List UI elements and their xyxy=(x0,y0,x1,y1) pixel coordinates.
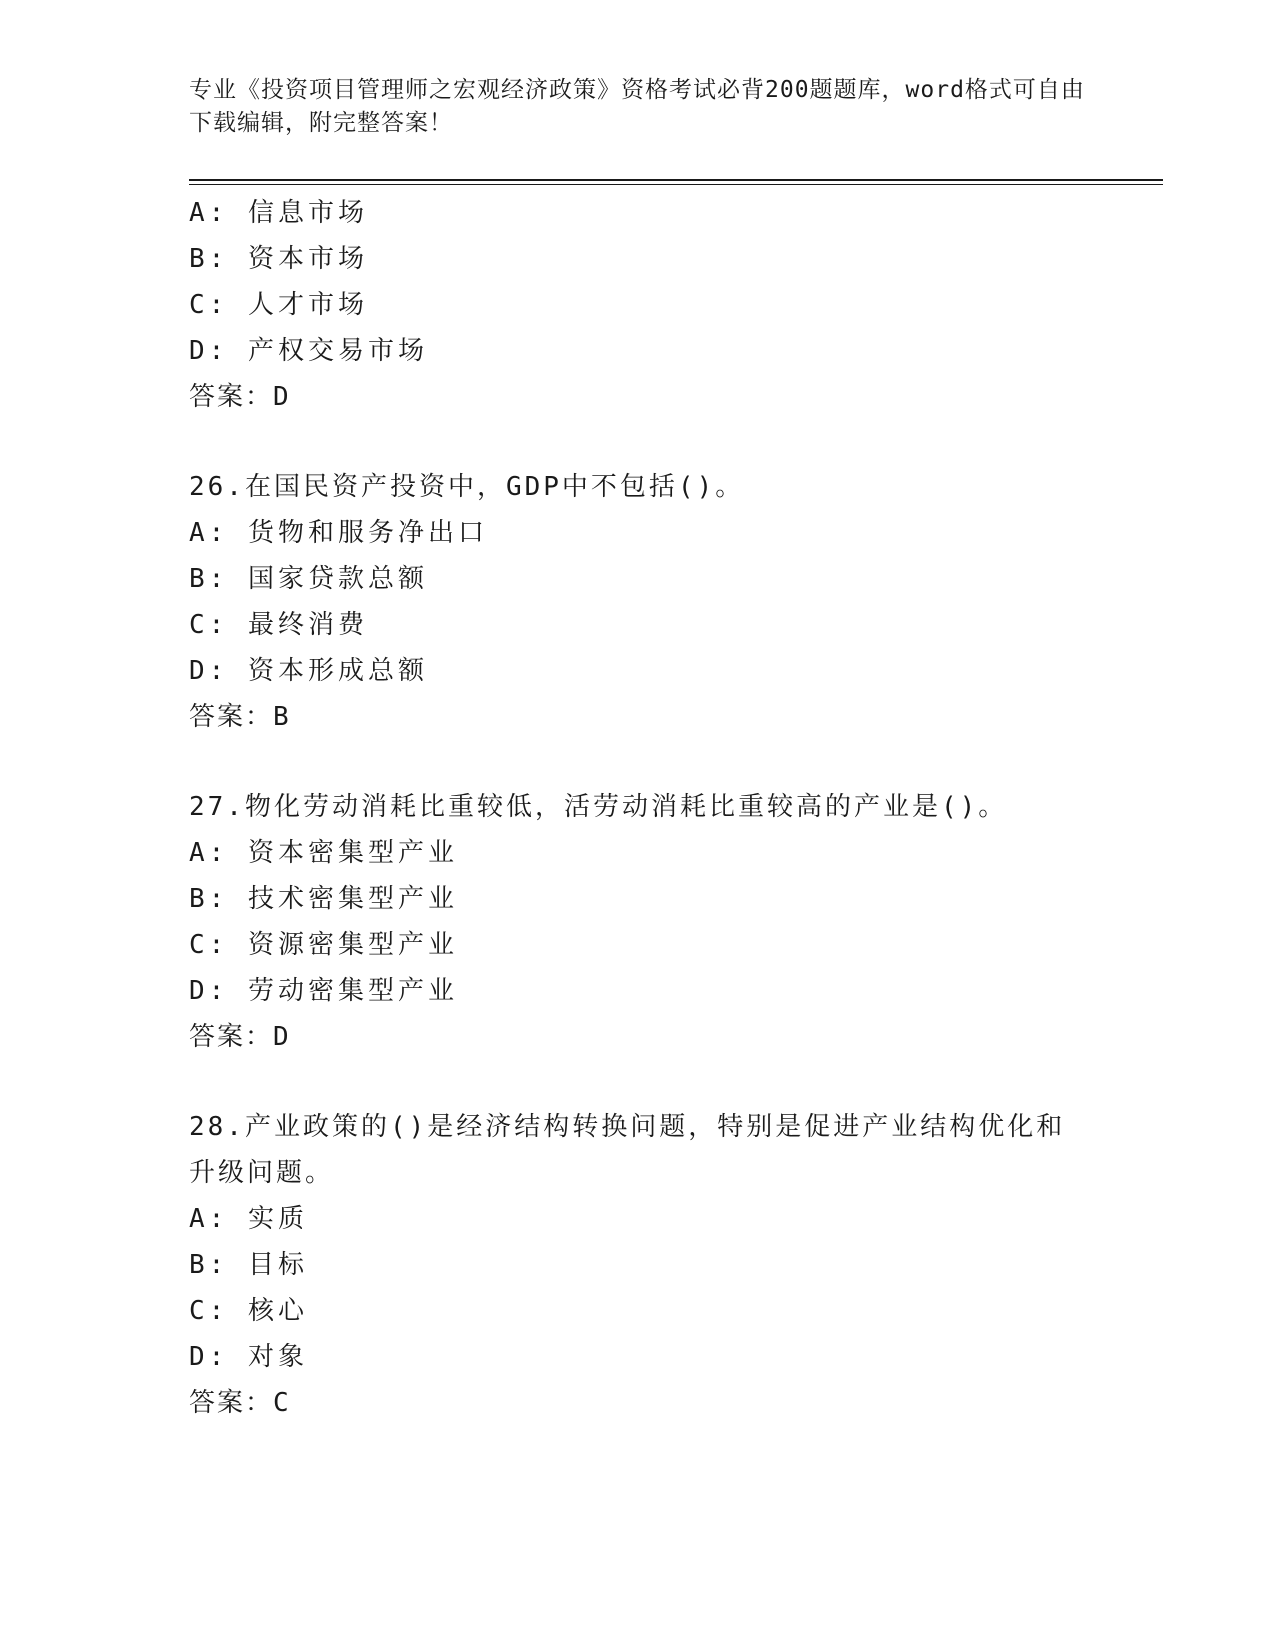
header-divider-thick xyxy=(189,179,1163,181)
option-b: B: 国家贷款总额 xyxy=(189,564,428,594)
header-divider-thin xyxy=(189,184,1163,185)
option-d: D: 劳动密集型产业 xyxy=(189,976,458,1006)
question-stem: 27.物化劳动消耗比重较低，活劳动消耗比重较高的产业是()。 xyxy=(189,792,1008,822)
header-title: 专业《投资项目管理师之宏观经济政策》资格考试必背200题题库，word格式可自由下载编辑，附完整答案！ xyxy=(189,77,1085,136)
option-d: D: 对象 xyxy=(189,1342,308,1372)
document-header xyxy=(189,74,1089,140)
question-stem: 28.产业政策的()是经济结构转换问题，特别是促进产业结构优化和升级问题。 xyxy=(189,1112,1066,1188)
answer-line: 答案：C xyxy=(189,1388,291,1418)
answer-line: 答案：D xyxy=(189,1022,291,1052)
option-c: C: 核心 xyxy=(189,1296,308,1326)
option-a: A: 信息市场 xyxy=(189,198,368,228)
answer-line: 答案：D xyxy=(189,382,291,412)
question-stem: 26.在国民资产投资中，GDP中不包括()。 xyxy=(189,472,745,502)
question-26 xyxy=(189,464,1089,740)
question-27 xyxy=(189,784,1089,1060)
answer-line: 答案：B xyxy=(189,702,291,732)
question-28 xyxy=(189,1104,1089,1426)
option-b: B: 资本市场 xyxy=(189,244,368,274)
option-b: B: 目标 xyxy=(189,1250,308,1280)
option-c: C: 人才市场 xyxy=(189,290,368,320)
option-c: C: 资源密集型产业 xyxy=(189,930,458,960)
option-b: B: 技术密集型产业 xyxy=(189,884,458,914)
option-a: A: 实质 xyxy=(189,1204,308,1234)
option-c: C: 最终消费 xyxy=(189,610,368,640)
option-d: D: 产权交易市场 xyxy=(189,336,428,366)
option-a: A: 货物和服务净出口 xyxy=(189,518,488,548)
question-continued xyxy=(189,190,1089,420)
question-list xyxy=(189,190,1089,1426)
option-a: A: 资本密集型产业 xyxy=(189,838,458,868)
option-d: D: 资本形成总额 xyxy=(189,656,428,686)
